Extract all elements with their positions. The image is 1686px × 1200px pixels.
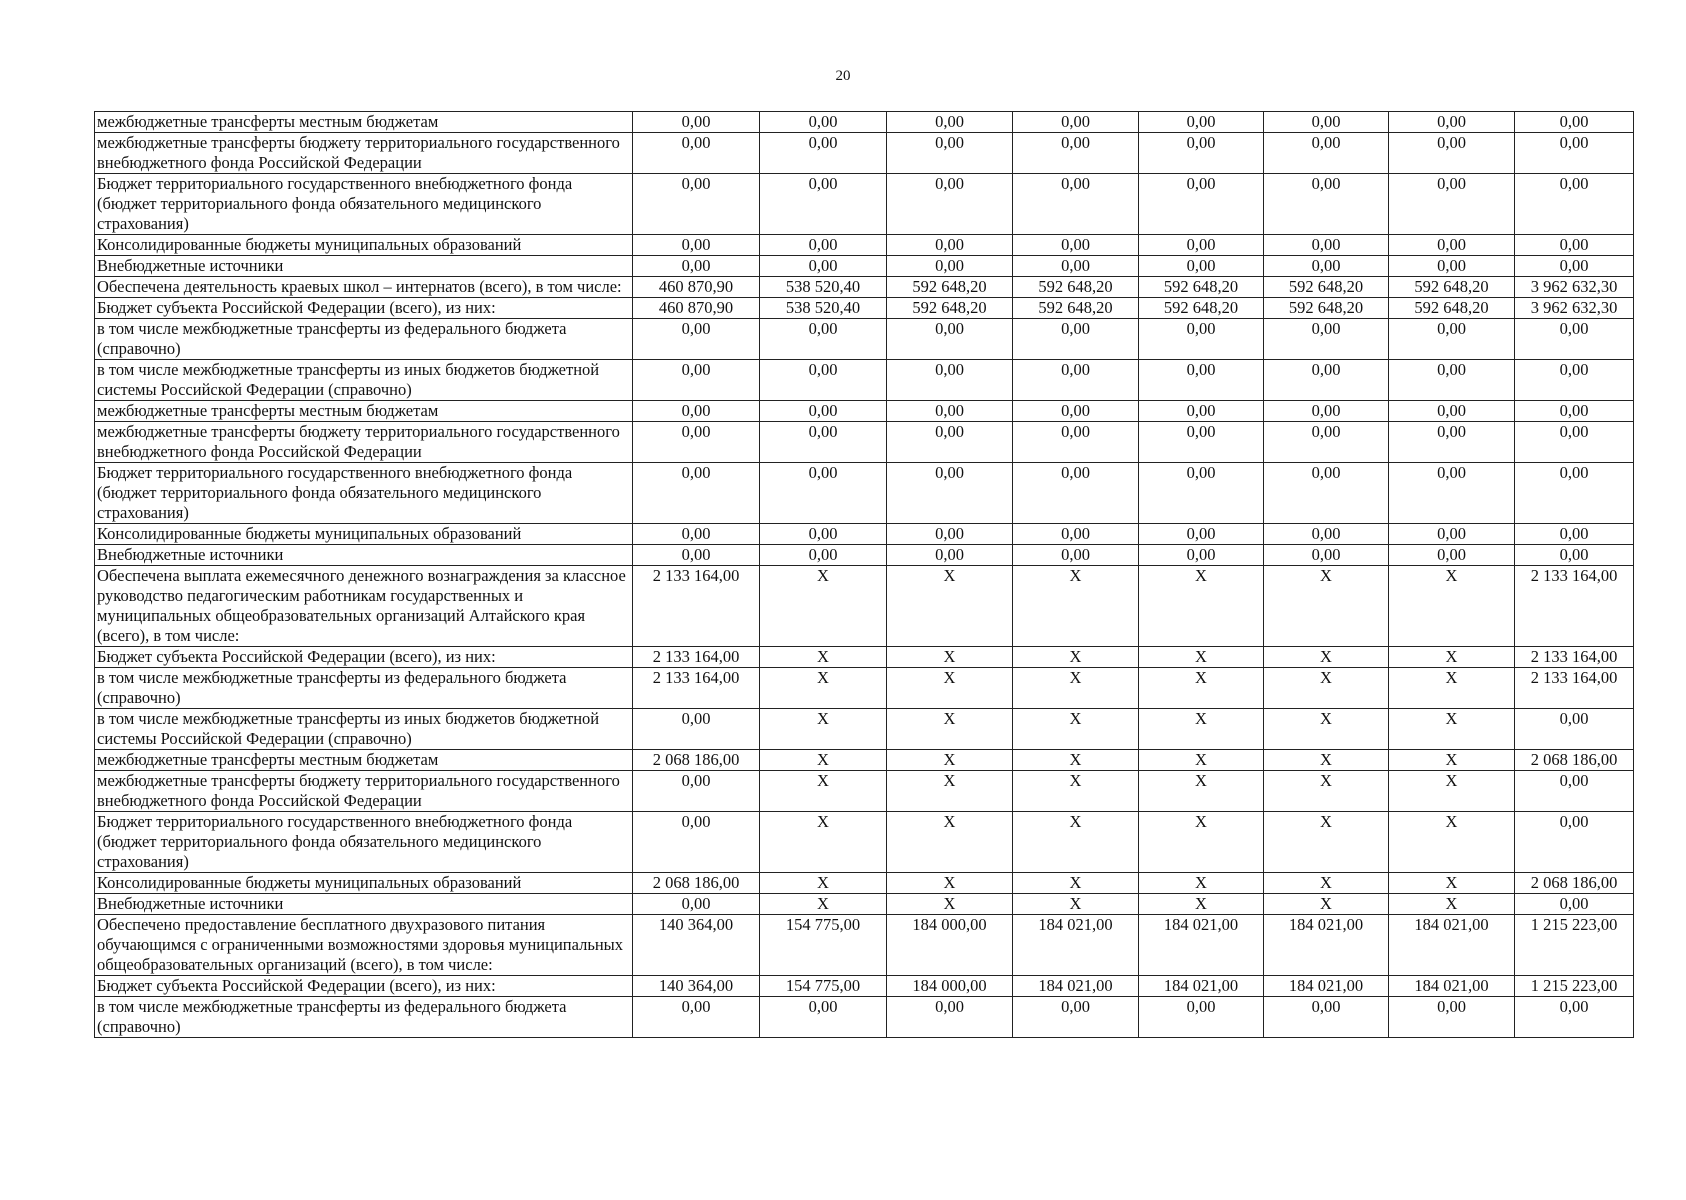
table-row	[95, 112, 1634, 133]
row-year-value: 154 775,00	[760, 915, 887, 976]
row-year-value: X	[1013, 668, 1139, 709]
row-year-value: 184 021,00	[1389, 976, 1515, 997]
row-year-value: X	[1139, 566, 1264, 647]
row-year-value: 0,00	[887, 524, 1013, 545]
row-year-value: X	[1264, 566, 1389, 647]
row-year-value: 0,00	[633, 771, 760, 812]
table-row	[95, 545, 1634, 566]
row-year-value: 0,00	[1013, 360, 1139, 401]
row-year-value: 184 021,00	[1389, 915, 1515, 976]
row-total-value: 0,00	[1515, 771, 1634, 812]
row-year-value: 0,00	[633, 401, 760, 422]
row-year-value: 538 520,40	[760, 298, 887, 319]
row-year-value: 0,00	[887, 256, 1013, 277]
row-year-value: 154 775,00	[760, 976, 887, 997]
row-year-value: X	[760, 709, 887, 750]
row-year-value: 0,00	[1264, 422, 1389, 463]
row-year-value: 0,00	[1389, 133, 1515, 174]
row-label: межбюджетные трансферты бюджету территориального государственного внебюджетного фонда Российской Федерации	[95, 771, 633, 812]
row-year-value: 0,00	[1139, 360, 1264, 401]
row-label: межбюджетные трансферты местным бюджетам	[95, 750, 633, 771]
row-year-value: 0,00	[633, 524, 760, 545]
row-year-value: 0,00	[1389, 112, 1515, 133]
row-year-value: 0,00	[1013, 174, 1139, 235]
row-year-value: 592 648,20	[1264, 277, 1389, 298]
table-row	[95, 235, 1634, 256]
row-year-value: 0,00	[1013, 422, 1139, 463]
row-year-value: 0,00	[633, 360, 760, 401]
row-year-value: X	[1013, 894, 1139, 915]
row-year-value: 184 000,00	[887, 976, 1013, 997]
row-total-value: 0,00	[1515, 174, 1634, 235]
row-total-value: 1 215 223,00	[1515, 915, 1634, 976]
row-year-value: 0,00	[887, 174, 1013, 235]
row-year-value: 0,00	[1139, 545, 1264, 566]
row-year-value: 0,00	[1139, 112, 1264, 133]
row-year-value: 0,00	[633, 545, 760, 566]
budget-table-body	[95, 112, 1634, 1038]
row-total-value: 0,00	[1515, 463, 1634, 524]
row-year-value: X	[1389, 750, 1515, 771]
row-label: Бюджет территориального государственного внебюджетного фонда (бюджет территориального фонда обязательного медицинского страхования)	[95, 812, 633, 873]
row-year-value: 184 021,00	[1264, 915, 1389, 976]
row-year-value: 0,00	[1264, 133, 1389, 174]
row-year-value: 0,00	[1389, 319, 1515, 360]
row-year-value: X	[1389, 812, 1515, 873]
row-year-value: 0,00	[760, 360, 887, 401]
row-year-value: 592 648,20	[1264, 298, 1389, 319]
row-year-value: 0,00	[887, 422, 1013, 463]
row-year-value: 0,00	[760, 463, 887, 524]
row-year-value: 0,00	[1139, 174, 1264, 235]
row-year-value: 0,00	[1389, 174, 1515, 235]
row-label: Внебюджетные источники	[95, 256, 633, 277]
row-label: Консолидированные бюджеты муниципальных образований	[95, 235, 633, 256]
row-year-value: X	[1013, 771, 1139, 812]
row-year-value: X	[1264, 771, 1389, 812]
row-label: в том числе межбюджетные трансферты из федерального бюджета (справочно)	[95, 668, 633, 709]
row-year-value: X	[760, 750, 887, 771]
row-year-value: 0,00	[633, 422, 760, 463]
row-total-value: 2 133 164,00	[1515, 566, 1634, 647]
row-total-value: 0,00	[1515, 112, 1634, 133]
row-year-value: 0,00	[1013, 112, 1139, 133]
row-label: в том числе межбюджетные трансферты из федерального бюджета (справочно)	[95, 997, 633, 1038]
row-year-value: 0,00	[760, 133, 887, 174]
row-year-value: 0,00	[1264, 112, 1389, 133]
row-year-value: X	[887, 647, 1013, 668]
row-total-value: 0,00	[1515, 319, 1634, 360]
table-row	[95, 997, 1634, 1038]
row-year-value: 592 648,20	[887, 298, 1013, 319]
row-year-value: 0,00	[1264, 319, 1389, 360]
row-year-value: X	[1264, 668, 1389, 709]
row-year-value: 0,00	[1264, 463, 1389, 524]
table-row	[95, 463, 1634, 524]
row-year-value: 0,00	[760, 174, 887, 235]
table-row	[95, 647, 1634, 668]
table-row	[95, 976, 1634, 997]
row-total-value: 0,00	[1515, 997, 1634, 1038]
row-year-value: 0,00	[1389, 997, 1515, 1038]
row-total-value: 0,00	[1515, 401, 1634, 422]
row-year-value: 0,00	[760, 235, 887, 256]
row-year-value: X	[887, 894, 1013, 915]
row-year-value: X	[1389, 668, 1515, 709]
row-year-value: 0,00	[1139, 401, 1264, 422]
table-row	[95, 894, 1634, 915]
row-year-value: X	[887, 566, 1013, 647]
row-year-value: X	[887, 668, 1013, 709]
row-year-value: 0,00	[1139, 524, 1264, 545]
row-year-value: X	[887, 873, 1013, 894]
row-year-value: 0,00	[1389, 360, 1515, 401]
row-year-value: 0,00	[633, 319, 760, 360]
table-row	[95, 668, 1634, 709]
row-year-value: 0,00	[1389, 422, 1515, 463]
row-year-value: 0,00	[633, 174, 760, 235]
row-year-value: X	[1389, 709, 1515, 750]
row-year-value: 0,00	[760, 401, 887, 422]
row-year-value: 0,00	[1139, 235, 1264, 256]
row-label: межбюджетные трансферты бюджету территориального государственного внебюджетного фонда Российской Федерации	[95, 422, 633, 463]
table-row	[95, 174, 1634, 235]
table-row	[95, 422, 1634, 463]
row-year-value: 0,00	[760, 422, 887, 463]
row-label: в том числе межбюджетные трансферты из федерального бюджета (справочно)	[95, 319, 633, 360]
row-total-value: 0,00	[1515, 524, 1634, 545]
row-year-value: X	[1264, 873, 1389, 894]
row-year-value: 0,00	[633, 235, 760, 256]
row-total-value: 2 068 186,00	[1515, 873, 1634, 894]
row-year-value: 592 648,20	[887, 277, 1013, 298]
row-year-value: 0,00	[887, 235, 1013, 256]
row-year-value: 592 648,20	[1389, 277, 1515, 298]
row-year-value: X	[1139, 894, 1264, 915]
row-year-value: 0,00	[887, 401, 1013, 422]
table-row	[95, 771, 1634, 812]
row-year-value: X	[887, 771, 1013, 812]
row-year-value: 0,00	[633, 463, 760, 524]
row-year-value: 0,00	[1264, 545, 1389, 566]
row-year-value: 0,00	[1013, 235, 1139, 256]
page-number: 20	[835, 68, 851, 84]
row-year-value: 0,00	[633, 709, 760, 750]
row-year-value: 184 021,00	[1264, 976, 1389, 997]
row-year-value: 0,00	[1389, 401, 1515, 422]
row-total-value: 3 962 632,30	[1515, 277, 1634, 298]
row-year-value: 0,00	[633, 112, 760, 133]
row-year-value: X	[1013, 566, 1139, 647]
row-label: межбюджетные трансферты местным бюджетам	[95, 112, 633, 133]
row-total-value: 2 133 164,00	[1515, 647, 1634, 668]
row-year-value: 0,00	[633, 894, 760, 915]
row-total-value: 0,00	[1515, 360, 1634, 401]
row-year-value: 184 021,00	[1013, 976, 1139, 997]
row-year-value: X	[760, 566, 887, 647]
row-total-value: 3 962 632,30	[1515, 298, 1634, 319]
row-year-value: X	[1264, 647, 1389, 668]
row-year-value: 592 648,20	[1013, 277, 1139, 298]
row-total-value: 0,00	[1515, 422, 1634, 463]
row-year-value: 0,00	[760, 524, 887, 545]
budget-table	[94, 111, 1634, 1038]
row-label: Обеспечено предоставление бесплатного двухразового питания обучающимся с ограниченными возможностями здоровья муниципальных общеобразовательных организаций (всего), в том числе:	[95, 915, 633, 976]
row-year-value: 0,00	[1389, 545, 1515, 566]
row-total-value: 0,00	[1515, 256, 1634, 277]
row-year-value: 0,00	[1264, 524, 1389, 545]
row-total-value: 2 068 186,00	[1515, 750, 1634, 771]
row-year-value: X	[1264, 750, 1389, 771]
row-year-value: 0,00	[1013, 133, 1139, 174]
row-year-value: 538 520,40	[760, 277, 887, 298]
row-year-value: 0,00	[887, 463, 1013, 524]
row-year-value: 0,00	[1139, 422, 1264, 463]
row-total-value: 2 133 164,00	[1515, 668, 1634, 709]
row-year-value: 0,00	[1264, 401, 1389, 422]
row-total-value: 0,00	[1515, 133, 1634, 174]
row-label: Бюджет субъекта Российской Федерации (всего), из них:	[95, 976, 633, 997]
row-year-value: X	[1139, 709, 1264, 750]
row-year-value: 140 364,00	[633, 915, 760, 976]
row-year-value: 0,00	[887, 545, 1013, 566]
row-year-value: X	[887, 750, 1013, 771]
row-year-value: X	[1264, 894, 1389, 915]
row-label: в том числе межбюджетные трансферты из иных бюджетов бюджетной системы Российской Федерации (справочно)	[95, 709, 633, 750]
row-year-value: X	[1013, 812, 1139, 873]
table-row	[95, 133, 1634, 174]
row-year-value: 0,00	[1389, 524, 1515, 545]
row-year-value: 0,00	[1389, 256, 1515, 277]
row-year-value: 0,00	[1139, 463, 1264, 524]
row-year-value: 0,00	[760, 256, 887, 277]
row-year-value: 592 648,20	[1139, 277, 1264, 298]
table-row	[95, 709, 1634, 750]
row-year-value: 140 364,00	[633, 976, 760, 997]
row-year-value: 0,00	[887, 112, 1013, 133]
table-row	[95, 401, 1634, 422]
row-year-value: 0,00	[633, 997, 760, 1038]
row-year-value: 0,00	[1389, 463, 1515, 524]
row-year-value: X	[760, 647, 887, 668]
row-year-value: 184 000,00	[887, 915, 1013, 976]
row-label: в том числе межбюджетные трансферты из иных бюджетов бюджетной системы Российской Федерации (справочно)	[95, 360, 633, 401]
row-year-value: X	[1013, 709, 1139, 750]
table-row	[95, 915, 1634, 976]
row-label: Обеспечена выплата ежемесячного денежного вознаграждения за классное руководство педагогическим работникам государственных и муниципальных общеобразовательных организаций Алтайского края (всего), в том числе:	[95, 566, 633, 647]
row-year-value: 592 648,20	[1389, 298, 1515, 319]
row-year-value: 2 068 186,00	[633, 750, 760, 771]
row-year-value: 2 133 164,00	[633, 647, 760, 668]
row-label: Бюджет субъекта Российской Федерации (всего), из них:	[95, 647, 633, 668]
row-year-value: 0,00	[760, 319, 887, 360]
row-year-value: X	[1139, 873, 1264, 894]
row-label: Бюджет территориального государственного внебюджетного фонда (бюджет территориального фонда обязательного медицинского страхования)	[95, 174, 633, 235]
table-row	[95, 319, 1634, 360]
row-year-value: 0,00	[1013, 256, 1139, 277]
table-row	[95, 298, 1634, 319]
row-label: Бюджет субъекта Российской Федерации (всего), из них:	[95, 298, 633, 319]
row-year-value: 592 648,20	[1013, 298, 1139, 319]
table-row	[95, 873, 1634, 894]
row-year-value: 0,00	[760, 997, 887, 1038]
row-year-value: 0,00	[1264, 256, 1389, 277]
row-year-value: 0,00	[1264, 360, 1389, 401]
row-year-value: X	[1139, 812, 1264, 873]
row-year-value: X	[1013, 750, 1139, 771]
row-label: межбюджетные трансферты местным бюджетам	[95, 401, 633, 422]
row-total-value: 0,00	[1515, 235, 1634, 256]
table-row	[95, 256, 1634, 277]
row-year-value: 184 021,00	[1139, 915, 1264, 976]
row-year-value: 592 648,20	[1139, 298, 1264, 319]
row-year-value: X	[1139, 771, 1264, 812]
row-total-value: 0,00	[1515, 812, 1634, 873]
row-year-value: 0,00	[1013, 463, 1139, 524]
row-year-value: 0,00	[1264, 235, 1389, 256]
row-year-value: 2 133 164,00	[633, 668, 760, 709]
row-year-value: X	[1139, 647, 1264, 668]
row-year-value: 0,00	[887, 319, 1013, 360]
row-year-value: X	[760, 894, 887, 915]
row-year-value: 0,00	[1139, 133, 1264, 174]
row-year-value: 460 870,90	[633, 277, 760, 298]
table-row	[95, 277, 1634, 298]
table-row	[95, 750, 1634, 771]
row-label: межбюджетные трансферты бюджету территориального государственного внебюджетного фонда Российской Федерации	[95, 133, 633, 174]
row-year-value: 0,00	[887, 133, 1013, 174]
row-year-value: X	[760, 873, 887, 894]
row-year-value: 0,00	[760, 112, 887, 133]
row-year-value: 0,00	[1264, 997, 1389, 1038]
row-year-value: X	[1389, 873, 1515, 894]
row-year-value: 0,00	[887, 360, 1013, 401]
row-year-value: 460 870,90	[633, 298, 760, 319]
row-year-value: X	[1264, 709, 1389, 750]
row-year-value: 0,00	[1264, 174, 1389, 235]
row-year-value: 184 021,00	[1013, 915, 1139, 976]
table-row	[95, 524, 1634, 545]
row-year-value: 0,00	[1139, 997, 1264, 1038]
row-year-value: 0,00	[633, 812, 760, 873]
row-total-value: 1 215 223,00	[1515, 976, 1634, 997]
row-year-value: 184 021,00	[1139, 976, 1264, 997]
row-year-value: 0,00	[1139, 256, 1264, 277]
row-year-value: 2 068 186,00	[633, 873, 760, 894]
row-year-value: X	[1389, 771, 1515, 812]
row-year-value: X	[1013, 873, 1139, 894]
row-label: Внебюджетные источники	[95, 894, 633, 915]
row-year-value: 0,00	[1139, 319, 1264, 360]
row-label: Консолидированные бюджеты муниципальных образований	[95, 524, 633, 545]
row-total-value: 0,00	[1515, 545, 1634, 566]
row-year-value: 0,00	[633, 133, 760, 174]
row-total-value: 0,00	[1515, 894, 1634, 915]
table-row	[95, 812, 1634, 873]
row-year-value: X	[1013, 647, 1139, 668]
row-year-value: X	[1139, 668, 1264, 709]
row-label: Внебюджетные источники	[95, 545, 633, 566]
row-year-value: X	[1139, 750, 1264, 771]
row-year-value: 2 133 164,00	[633, 566, 760, 647]
row-year-value: X	[1264, 812, 1389, 873]
row-year-value: X	[887, 812, 1013, 873]
row-year-value: 0,00	[887, 997, 1013, 1038]
row-year-value: X	[760, 668, 887, 709]
row-year-value: 0,00	[1389, 235, 1515, 256]
row-total-value: 0,00	[1515, 709, 1634, 750]
row-label: Бюджет территориального государственного внебюджетного фонда (бюджет территориального фонда обязательного медицинского страхования)	[95, 463, 633, 524]
row-year-value: 0,00	[1013, 545, 1139, 566]
row-year-value: X	[760, 812, 887, 873]
row-year-value: X	[887, 709, 1013, 750]
row-year-value: X	[1389, 894, 1515, 915]
row-year-value: 0,00	[1013, 319, 1139, 360]
row-year-value: 0,00	[1013, 524, 1139, 545]
row-year-value: X	[760, 771, 887, 812]
row-year-value: 0,00	[1013, 401, 1139, 422]
row-year-value: 0,00	[633, 256, 760, 277]
row-label: Обеспечена деятельность краевых школ – интернатов (всего), в том числе:	[95, 277, 633, 298]
table-row	[95, 360, 1634, 401]
row-year-value: 0,00	[760, 545, 887, 566]
row-year-value: X	[1389, 647, 1515, 668]
table-row	[95, 566, 1634, 647]
row-year-value: 0,00	[1013, 997, 1139, 1038]
row-year-value: X	[1389, 566, 1515, 647]
row-label: Консолидированные бюджеты муниципальных образований	[95, 873, 633, 894]
